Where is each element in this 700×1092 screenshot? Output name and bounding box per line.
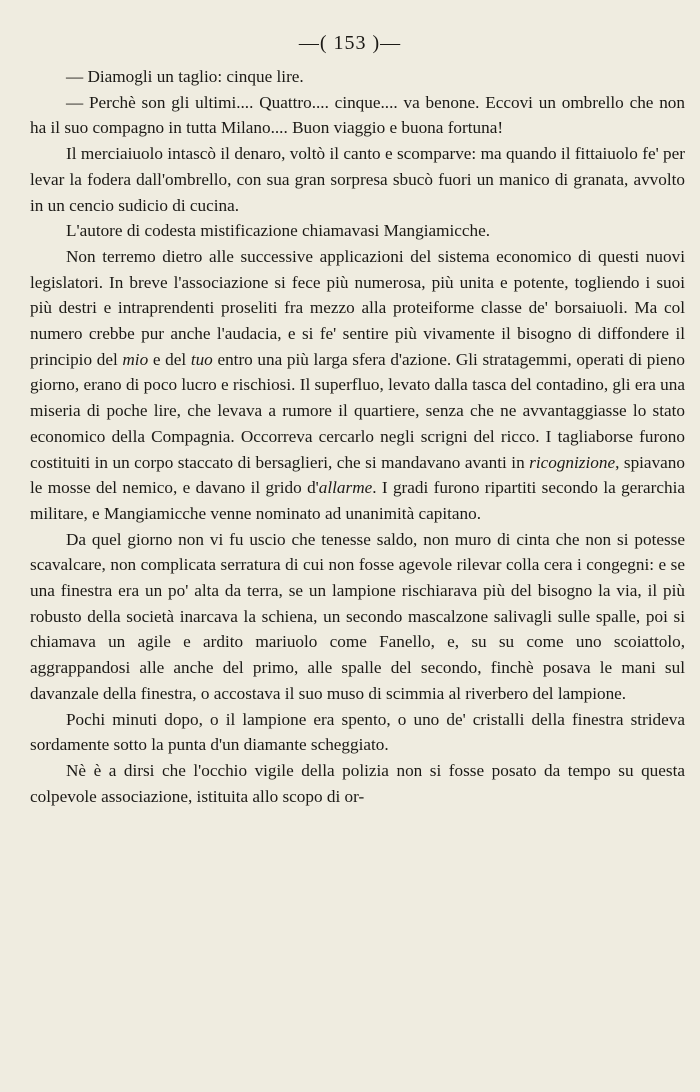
paragraph: — Perchè son gli ultimi.... Quattro.... cinque.... va benone. Eccovi un ombrello che non ha il suo compagno in tutta Milano.... Buon viaggio e buona fortuna! [30,92,685,138]
paragraph: Non terremo dietro alle successive applicazioni del sistema economico di questi nuovi legislatori. In breve l'associazione si fece più numerosa, più unita e potente, togliendo i suoi più destri e intraprendenti proseliti fra mezzo alla proteiforme classe de' borsaiuoli. Ma col numero crebbe pur anche l'audacia, e si fe' sentire più vivamente il bisogno di diffondere il principio del mio e del tuo entro una più larga sfera d'azione. Gli stratagemmi, operati di pieno giorno, erano di poco lucro e rischiosi. Il superfluo, levato dalla tasca del contadino, gli era una miseria di poche lire, che levava a rumore il quartiere, senza che ne avvantaggiasse lo stato economico della Compagnia. Occorreva cercarlo negli scrigni del ricco. I tagliaborse furono costituiti in un corpo staccato di bersaglieri, che si mandavano avanti in ricognizione, spiavano le mosse del nemico, e davano il grido d'allarme. I gradi furono ripartiti secondo la gerarchia militare, e Mangiamicche venne nominato ad unanimità capitano. [30,246,685,523]
paragraph: Da quel giorno non vi fu uscio che tenesse saldo, non muro di cinta che non si potesse scavalcare, non complicata serratura di cui non fosse agevole rilevar colla cera i congegni: e se una finestra era un po' alta da terra, se un lampione rischiarava più del bisogno la via, il più robusto della società inarcava la schiena, un secondo mascalzone salivagli sulle spalle, poi si chiamava un agile e ardito mariuolo come Fanello, e, su su come uno scoiattolo, aggrappandosi alle anche del primo, alle spalle del secondo, finchè posava le mani sul davanzale della finestra, o accostava il suo muso di scimmia al riverbero del lampione. [30,529,685,703]
paragraph: Pochi minuti dopo, o il lampione era spento, o uno de' cristalli della finestra strideva sordamente sotto la punta d'un diamante scheggiato. [30,709,685,755]
italic-word: tuo [190,349,213,369]
italic-word: ricognizione [529,452,616,472]
paragraph: Il merciaiuolo intascò il denaro, voltò il canto e scomparve: ma quando il fittaiuolo fe' per levar la fodera dall'ombrello, con sua gran sorpresa sbucò fuori un manico di granata, avvolto in un cencio sudicio di cucina. [30,144,685,215]
italic-word: allarme [318,478,373,498]
paragraph: — Diamogli un taglio: cinque lire. [66,67,304,86]
page-number: —( 153 )— [298,32,402,54]
page-body [30,64,685,809]
paragraph: Nè è a dirsi che l'occhio vigile della polizia non si fosse posato da tempo su questa colpevole associazione, istituita allo scopo di or- [30,760,685,806]
paragraph: L'autore di codesta mistificazione chiamavasi Mangiamicche. [66,221,491,241]
italic-word: mio [122,349,149,369]
